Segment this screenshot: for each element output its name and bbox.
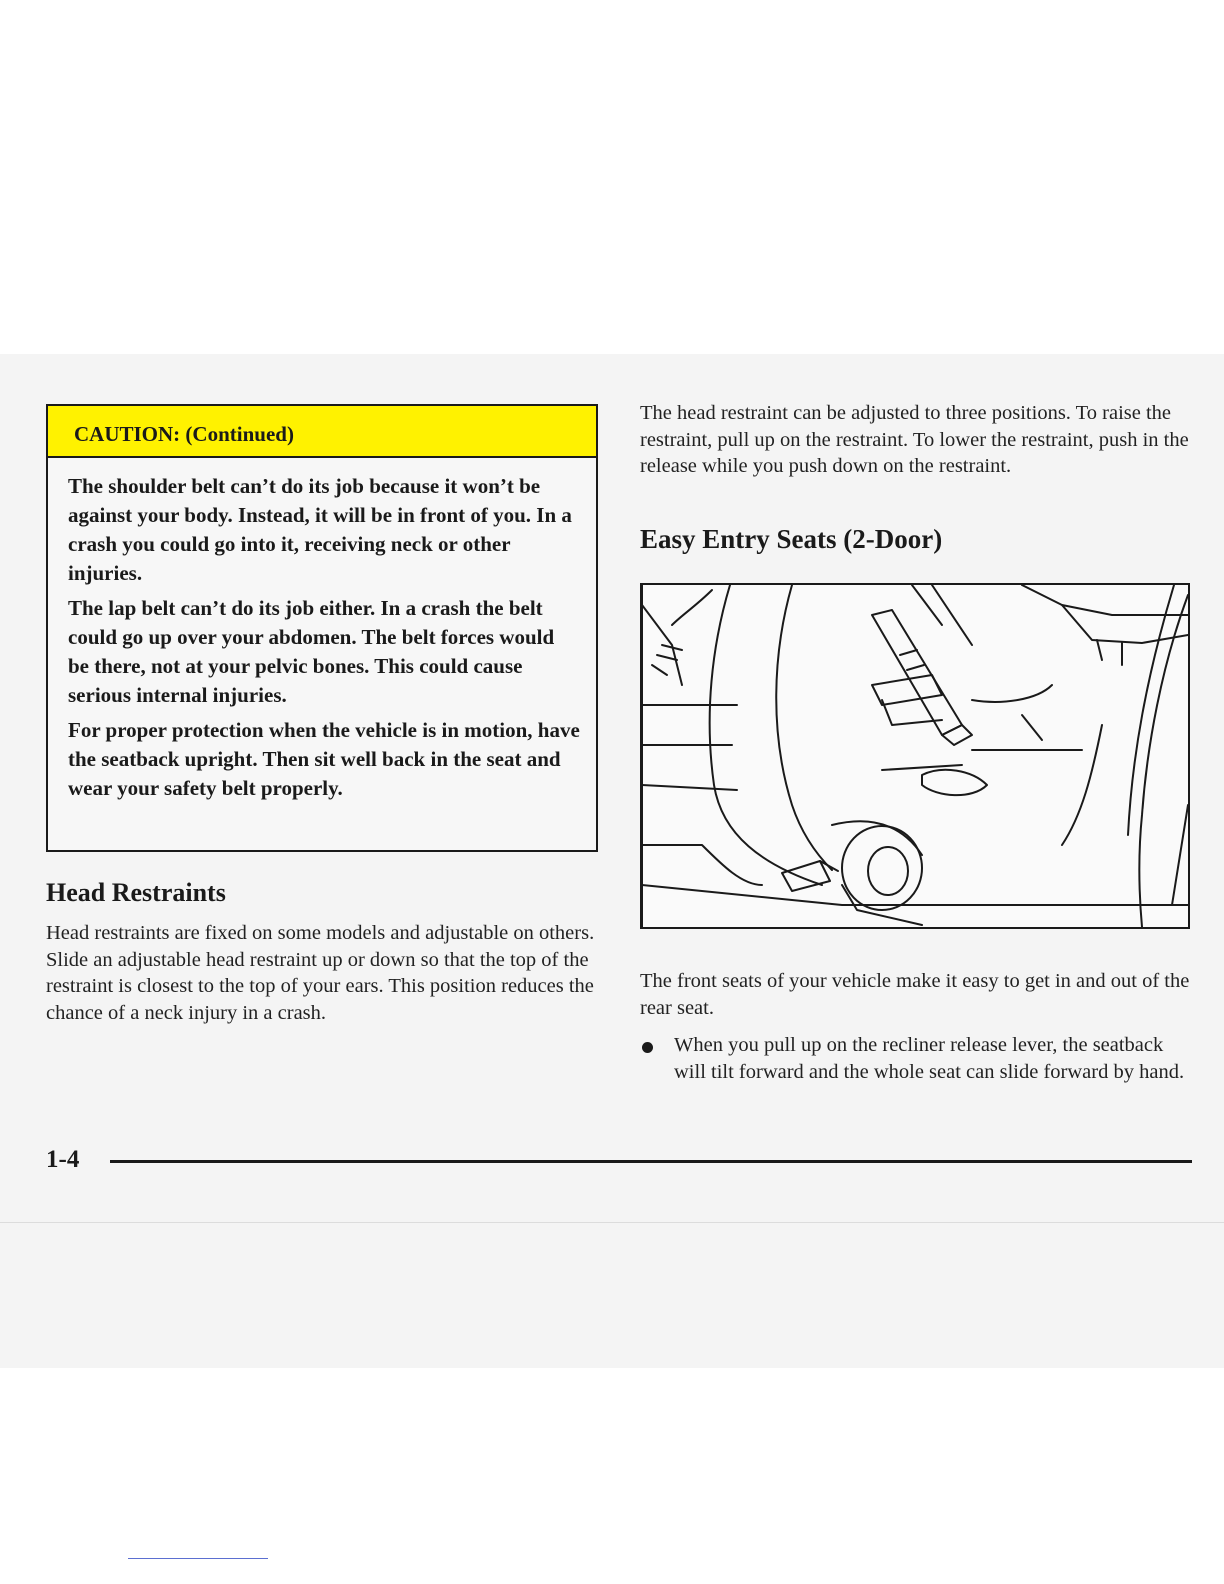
front-seats-text: The front seats of your vehicle make it easy to get in and out of the rear seat.	[640, 970, 1190, 1019]
head-restraint-adjust-text: The head restraint can be adjusted to three positions. To raise the restraint, pull up on the restraint. To lower the restraint, push in the release while you push down on the restraint.	[640, 402, 1189, 477]
divider	[128, 1558, 268, 1559]
caution-box	[46, 404, 598, 852]
page-number: 1-4	[46, 1146, 80, 1173]
bullet-icon	[642, 1042, 653, 1053]
caution-paragraph: For proper protection when the vehicle is in motion, have the seatback upright. Then sit well back in the seat and wear your safety belt properly.	[68, 718, 580, 800]
head-restraints-text: Head restraints are fixed on some models and adjustable on others. Slide an adjustable head restraint up or down so that the top of the restraint is closest to the top of your ears. This position reduces the chance of a neck injury in a crash.	[46, 922, 595, 1024]
caution-paragraph: The shoulder belt can’t do its job because it won’t be against your body. Instead, it will be in front of you. In a crash you could go into it, receiving neck or other injuries.	[68, 474, 572, 585]
caution-body	[48, 458, 596, 803]
divider	[0, 1222, 1224, 1223]
head-restraints-heading: Head Restraints	[46, 878, 226, 907]
seat-line-drawing	[642, 585, 1188, 927]
footer-rule	[110, 1160, 1192, 1163]
list-item	[640, 1032, 1200, 1085]
seat-recliner-illustration	[640, 583, 1190, 929]
easy-entry-seats-heading: Easy Entry Seats (2-Door)	[640, 524, 943, 554]
caution-paragraph: The lap belt can’t do its job either. In a crash the belt could go up over your abdomen. The belt forces would be there, not at your pelvic bones. This could cause serious internal injuries.	[68, 596, 555, 707]
bullet-text: When you pull up on the recliner release lever, the seatback will tilt forward and the whole seat can slide forward by hand.	[674, 1034, 1185, 1083]
caution-header: CAUTION: (Continued)	[48, 406, 596, 458]
